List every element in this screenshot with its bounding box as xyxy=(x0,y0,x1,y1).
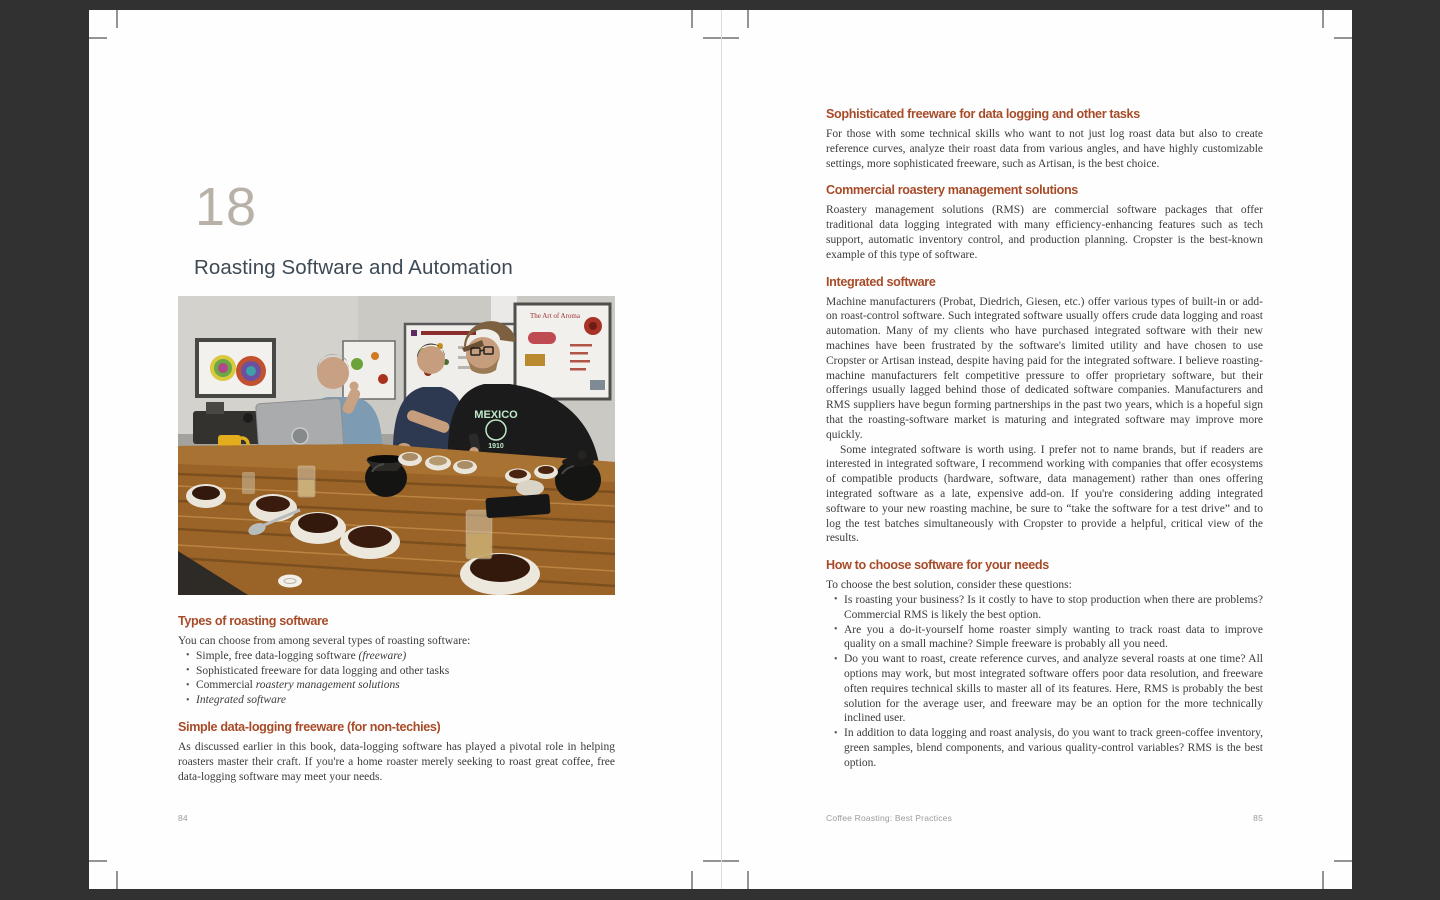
choose-intro: To choose the best solution, consider these questions: xyxy=(826,579,1072,592)
footer-book-title: Coffee Roasting: Best Practices xyxy=(826,813,953,823)
photo-poster-aroma xyxy=(515,304,610,399)
types-bullet-list xyxy=(178,649,615,708)
svg-text:1910: 1910 xyxy=(488,443,504,450)
section-heading-sophisticated: Sophisticated freeware for data logging and other tasks xyxy=(826,107,1140,121)
crop-mark xyxy=(691,10,693,28)
right-page-footer xyxy=(826,813,1263,823)
sophisticated-paragraph: For those with some technical skills who want to not just log roast data but also to create reference curves, analyze their roast data from various angles, and have highly customizable settings, more sophisticated freeware, such as Artisan, is the best choice. xyxy=(826,128,1263,170)
section-heading-simple-freeware: Simple data-logging freeware (for non-techies) xyxy=(178,719,441,734)
bullet-item: • Do you want to roast, create reference curves, and analyze several roasts at one time? All options may work, but most integrated software offers poor data resolution, and freeware often requires technical skills to master all of its features. Here, RMS is probably the best solution for the average user, and freeware may be an option for the more technically inclined user. xyxy=(844,652,1263,726)
photo-frame-flavor-wheels xyxy=(195,338,276,398)
integrated-paragraph-1: Machine manufacturers (Probat, Diedrich, Giesen, etc.) offer various types of built-in or add-on roast-control software. Such integrated software usually offers crude data logging and roast automation. Many of my clients who have purchased integrated software with their new machines have been frustrated by the software's limited utility and have chosen to use Cropster or Artisan instead, despite having paid for the integrated software. I believe roasting-machine manufacturers felt competitive pressure to offer proprietary software, but their offerings usually lagged behind those of dedicated software companies. Manufacturers and RMS suppliers have begun forming partnerships in the past two years, which is a hopeful sign that the roasting-software market is maturing and integrated software may improve more quickly. xyxy=(826,295,1263,441)
page-number-left: 84 xyxy=(178,813,188,823)
section-heading-commercial: Commercial roastery management solutions xyxy=(826,183,1078,198)
svg-text:MEXICO: MEXICO xyxy=(474,409,518,421)
simple-freeware-paragraph: As discussed earlier in this book, data-logging software has played a pivotal role in helping roasters master their craft. If you're a home roaster merely seeking to roast great coffee, free data-logging software may meet your needs. xyxy=(178,740,615,783)
book-spread-sheet xyxy=(89,10,1352,889)
bullet-item: • Integrated software xyxy=(196,693,615,708)
svg-text:The Art of Aroma: The Art of Aroma xyxy=(530,312,580,320)
right-page-text xyxy=(826,107,1263,770)
bullet-item: • Simple, free data-logging software (freeware) xyxy=(196,649,615,664)
left-page-footer xyxy=(178,813,615,823)
section-heading-integrated: Integrated software xyxy=(826,274,936,289)
crop-mark xyxy=(89,860,107,862)
section-heading-types: Types of roasting software xyxy=(178,614,329,628)
chapter-title: Roasting Software and Automation xyxy=(194,256,513,279)
page-gutter xyxy=(721,10,722,889)
chapter-number: 18 xyxy=(195,177,258,237)
crop-mark xyxy=(116,10,118,28)
chapter-photo-coffee-cupping xyxy=(178,296,615,595)
crop-mark xyxy=(1334,37,1352,39)
crop-mark xyxy=(1334,860,1352,862)
crop-mark xyxy=(747,10,749,28)
page-number-right: 85 xyxy=(1253,813,1263,823)
commercial-paragraph: Roastery management solutions (RMS) are commercial software packages that offer traditional data logging integrated with many efficiency-enhancing features such as tech support, automatic inventory control, and production planning. Cropster is the best-known example of this type of software. xyxy=(826,204,1263,261)
crop-mark xyxy=(747,871,749,889)
crop-mark xyxy=(691,871,693,889)
bullet-item: • Are you a do-it-yourself home roaster simply wanting to track roast data to improve quality on a small machine? Simple freeware is probably all you need. xyxy=(844,623,1263,653)
bullet-item: • Is roasting your business? Is it costly to have to stop production when there are problems? Commercial RMS is likely the best option. xyxy=(844,593,1263,623)
crop-mark xyxy=(116,871,118,889)
photo-sticker xyxy=(278,575,302,588)
types-intro: You can choose from among several types of roasting software: xyxy=(178,635,471,647)
bullet-item: • In addition to data logging and roast analysis, do you want to track green-coffee inventory, green samples, blend components, and various quality-control variables? RMS is the best option. xyxy=(844,726,1263,770)
crop-mark xyxy=(1322,10,1324,28)
bullet-item: • Sophisticated freeware for data logging and other tasks xyxy=(196,664,615,679)
bullet-item: • Commercial roastery management solutions xyxy=(196,678,615,693)
choose-bullet-list xyxy=(826,593,1263,771)
integrated-paragraph-2: Some integrated software is worth using. I prefer not to name brands, but if readers are interested in integrated software, I recommend working with companies that offer ecosystems of compatible products (hardware, software, data management) rather than ones offering integrated software as a late, expensive add-on. If you're considering adding integrated software to your new roasting machine, be sure to “take the software for a test drive” and to log the test batches simultaneously with Cropster to provide a helpful, critical view of the results. xyxy=(826,443,1263,545)
left-page-text xyxy=(178,614,615,784)
section-heading-choose: How to choose software for your needs xyxy=(826,558,1049,573)
crop-mark xyxy=(89,37,107,39)
crop-mark xyxy=(1322,871,1324,889)
